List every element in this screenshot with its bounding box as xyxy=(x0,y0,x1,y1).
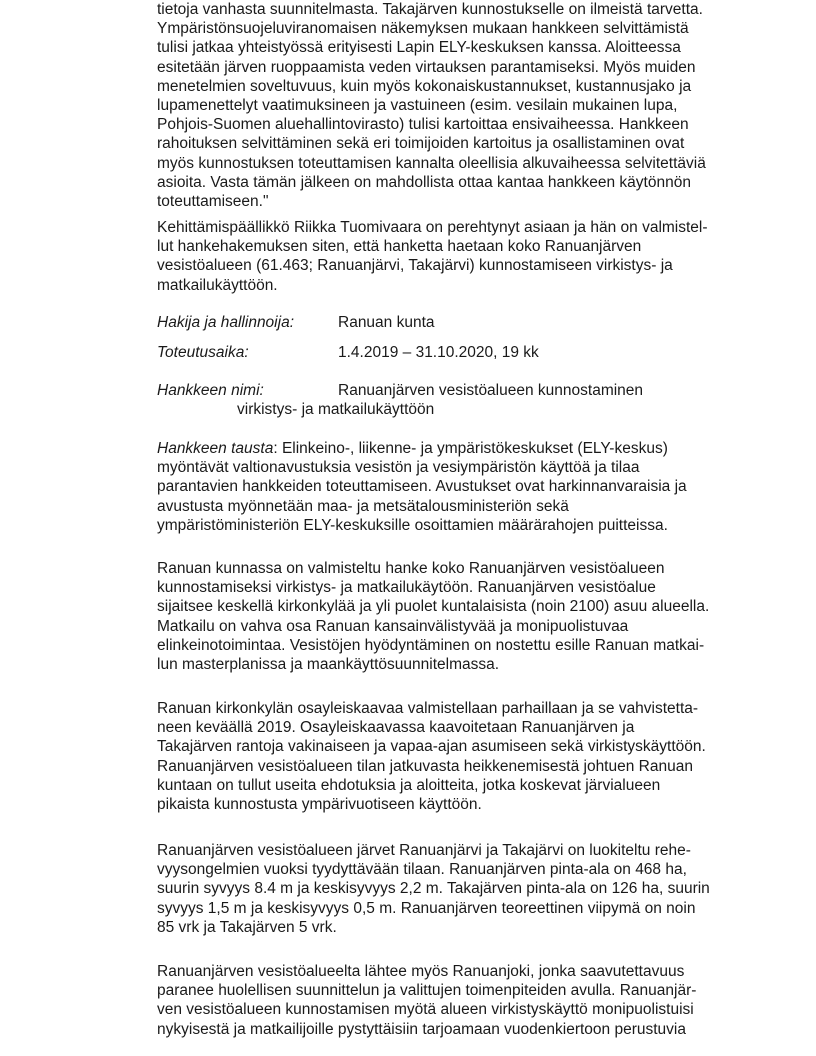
hankkeen-tausta-lead-italic: Hankkeen tausta xyxy=(157,440,274,457)
detail-value-hankkeen-nimi: Ranuanjärven vesistöalueen kunnostaminen xyxy=(338,382,644,399)
paragraph-jarvien-tila xyxy=(157,841,710,937)
paragraph-aloite-quote xyxy=(157,0,706,211)
text-line: toteuttamiseen." xyxy=(157,193,269,211)
text-line: Kehittämispäällikkö Riikka Tuomivaara on perehtynyt asiaan ja hän on valmistel- xyxy=(157,219,708,236)
paragraph-hankkeen-tausta-continuation xyxy=(157,458,687,535)
detail-label-toteutusaika: Toteutusaika: xyxy=(157,344,249,361)
text-line: Pohjois-Suomen aluehallintovirasto) tulisi kartoittaa ensivaiheessa. Hankkeen xyxy=(157,116,689,134)
paragraph-hankkeen-tausta xyxy=(157,439,687,535)
detail-row-hankkeen-nimi xyxy=(157,381,643,419)
text-line: syvyys 1,5 m ja keskisyvyys 0,5 m. Ranuanjärven teoreettinen viipymä on noin xyxy=(157,899,696,917)
detail-label-hakija: Hakija ja hallinnoija: xyxy=(157,314,294,331)
text-line: esitetään järven ruoppaamista veden virtauksen parantamiseksi. Myös muiden xyxy=(157,58,696,76)
text-line: 85 vrk ja Takajärven 5 vrk. xyxy=(157,918,337,936)
text-line: paranee huolellisen suunnittelun ja valittujen toimenpiteiden avulla. Ranuanjär- xyxy=(157,982,697,1000)
text-line: matkailukäyttöön. xyxy=(157,276,278,294)
text-line: tietoja vanhasta suunnitelmasta. Takajärven kunnostukselle on ilmeistä tarvetta. xyxy=(157,1,703,18)
text-line: nykyisestä ja matkailijoille pystyttäisiin tarjoamaan vuodenkiertoon perustuvia xyxy=(157,1020,686,1038)
text-line: myöntävät valtionavustuksia vesistön ja vesiympäristön käyttöä ja tilaa xyxy=(157,459,640,477)
detail-row-hakija xyxy=(157,313,435,332)
text-line: kuntaan on tullut useita ehdotuksia ja aloitteita, jotka koskevat järvialueen xyxy=(157,776,661,794)
text-line: Ranuanjärven vesistöalueen järvet Ranuanjärvi ja Takajärvi on luokiteltu rehe- xyxy=(157,842,691,859)
text-line: suurin syvyys 8.4 m ja keskisyvyys 2,2 m. Takajärven pinta-ala on 126 ha, suurin xyxy=(157,880,710,898)
text-line: lun masterplanissa ja maankäyttösuunnitelmassa. xyxy=(157,656,500,674)
text-line: Ranuanjärven vesistöalueen tilan jatkuvasta heikkenemisestä johtuen Ranuan xyxy=(157,757,693,775)
text-line: lut hankehakemuksen siten, että hanketta haetaan koko Ranuanjärven xyxy=(157,238,642,256)
text-line: Matkailu on vahva osa Ranuan kansainvälistyvää ja monipuolistuvaa xyxy=(157,617,629,635)
text-line: avustusta myönnetään maa- ja metsätalousministeriön sekä xyxy=(157,497,569,515)
text-line: Ranuan kirkonkylän osayleiskaavaa valmistellaan parhaillaan ja se vahvistetta- xyxy=(157,700,699,717)
text-line: ympäristöministeriön ELY-keskuksille osoittamien määrärahojen puitteissa. xyxy=(157,516,668,534)
detail-value-hakija: Ranuan kunta xyxy=(338,314,435,331)
paragraph-ranuan-kunnassa xyxy=(157,559,709,674)
text-line: vyysongelmien vuoksi tyydyttävään tilaan. Ranuanjärven pinta-ala on 468 ha, xyxy=(157,861,687,879)
text-line: sijaitsee keskellä kirkonkylää ja yli puolet kuntalaisista (noin 2100) asuu alueella. xyxy=(157,598,710,616)
text-line: myös kunnostuksen toteuttamisen kannalta oleellisia alkuvaiheessa selvitettäviä xyxy=(157,154,706,172)
text-line: menetelmien soveltuvuus, kuin myös kokonaiskustannukset, kustannusjako ja xyxy=(157,77,692,95)
text-line: pikaista kunnostusta ympärivuotiseen käyttöön. xyxy=(157,796,482,814)
text-line: kunnostamiseksi virkistys- ja matkailukäytöön. Ranuanjärven vesistöalue xyxy=(157,579,656,597)
text-line: parantavien hankkeiden toteuttamiseen. Avustukset ovat harkinnanvaraisia ja xyxy=(157,478,687,496)
detail-value-toteutusaika: 1.4.2019 – 31.10.2020, 19 kk xyxy=(338,344,539,361)
text-line: lupamenettelyt vaatimuksineen ja vastuineen (esim. vesilain mukainen lupa, xyxy=(157,97,678,115)
detail-row-toteutusaika xyxy=(157,343,539,362)
paragraph-ranuanjoki xyxy=(157,962,696,1039)
detail-label-hankkeen-nimi: Hankkeen nimi: xyxy=(157,382,264,399)
detail-value-hankkeen-nimi-line2: virkistys- ja matkailukäyttöön xyxy=(237,401,435,419)
text-line: neen keväällä 2019. Osayleiskaavassa kaavoitetaan Ranuanjärven ja xyxy=(157,719,635,737)
text-line: asioita. Vasta tämän jälkeen on mahdollista ottaa kantaa hankkeen käytönnön xyxy=(157,173,691,191)
text-line: Ympäristönsuojeluviranomaisen näkemyksen mukaan hankkeen selvittämistä xyxy=(157,20,689,38)
paragraph-osayleiskaava xyxy=(157,699,706,814)
text-line: ven vesistöalueen kunnostamisen myötä alueen virkistyskäyttö monipuolistuisi xyxy=(157,1001,694,1019)
paragraph-hankehakemus xyxy=(157,218,708,295)
text-line: Takajärven rantoja vakinaiseen ja vapaa-ajan asumiseen sekä virkistyskäyttöön. xyxy=(157,738,706,756)
text-line: Ranuanjärven vesistöalueelta lähtee myös Ranuanjoki, jonka saavutettavuus xyxy=(157,963,685,980)
text-line: elinkeinotoimintaa. Vesistöjen hyödyntäminen on nostettu esille Ranuan matkai- xyxy=(157,636,705,654)
text-line xyxy=(157,439,687,458)
text-line: Ranuan kunnassa on valmisteltu hanke koko Ranuanjärven vesistöalueen xyxy=(157,560,665,577)
text-line: tulisi jatkaa yhteistyössä erityisesti Lapin ELY-keskuksen kanssa. Aloitteessa xyxy=(157,39,681,57)
hankkeen-tausta-lead-rest: : Elinkeino-, liikenne- ja ympäristökeskukset (ELY-keskus) xyxy=(273,440,668,457)
text-line: vesistöalueen (61.463; Ranuanjärvi, Takajärvi) kunnostamiseen virkistys- ja xyxy=(157,257,673,275)
text-line: rahoituksen selvittäminen sekä eri toimijoiden kartoitus ja osallistaminen ovat xyxy=(157,135,685,153)
